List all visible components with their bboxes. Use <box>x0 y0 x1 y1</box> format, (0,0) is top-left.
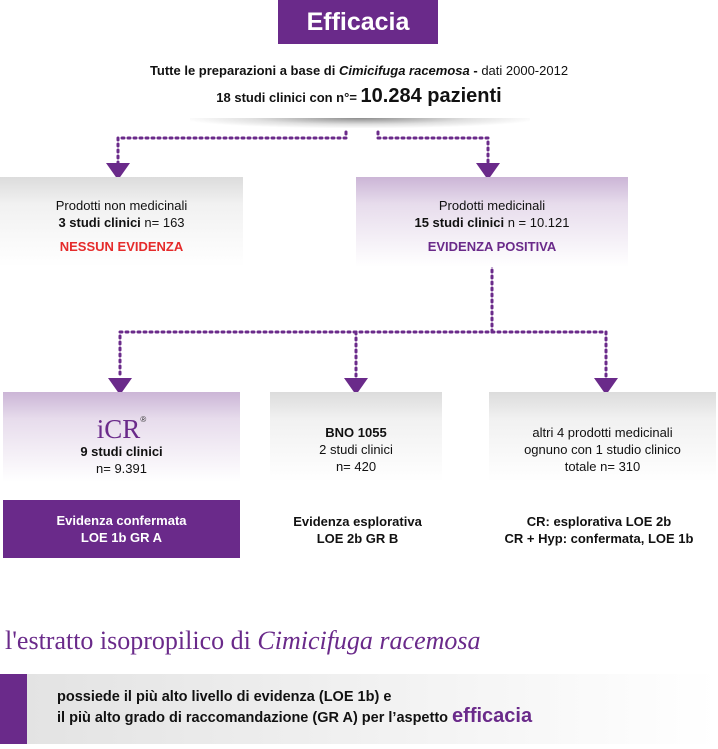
connector-to-altri <box>492 332 606 378</box>
icr-studies: 9 studi clinici <box>80 444 163 459</box>
altri-studies: ognuno con 1 studio clinico <box>524 442 681 457</box>
connector-to-medicinal <box>378 132 488 163</box>
icr-logo-text: iCR <box>96 414 141 444</box>
registered-mark: ® <box>140 415 147 424</box>
icr-result-line2: LOE 1b GR A <box>80 530 163 545</box>
altri-result-line1: CR: esplorativa LOE 2b <box>526 514 672 529</box>
non-medicinal-evidence: NESSUN EVIDENZA <box>59 239 184 254</box>
connector-to-icr <box>120 264 492 378</box>
altri-result-line2: CR + Hyp: confermata, LOE 1b <box>504 531 694 546</box>
non-medicinal-studies-line <box>0 214 243 231</box>
icr-result <box>3 500 240 558</box>
intro-dates: dati 2000-2012 <box>481 63 569 78</box>
conclusion-text <box>57 688 532 728</box>
intro-line1-prefix: Tutte le preparazioni a base di <box>149 63 339 78</box>
non-medicinal-box <box>0 177 243 267</box>
bno-title: BNO 1055 <box>325 425 387 440</box>
intro-species: Cimicifuga racemosa <box>338 63 470 78</box>
medicinal-box <box>356 177 628 267</box>
page-title: Efficacia <box>278 0 438 44</box>
conclusion-title-prefix: l'estratto isopropilico di <box>5 626 258 655</box>
icr-logo <box>3 406 240 443</box>
altri-n: totale n= 310 <box>564 459 641 474</box>
bno-result-line1: Evidenza esplorativa <box>293 514 422 529</box>
non-medicinal-title: Prodotti non medicinali <box>55 198 188 213</box>
bno-result <box>270 513 445 547</box>
medicinal-studies-line <box>356 214 628 231</box>
intro-patient-count: 10.284 pazienti <box>360 85 502 107</box>
non-medicinal-studies: 3 studi clinici <box>58 215 141 230</box>
altri-box <box>489 392 716 482</box>
intro-studies: 18 studi clinici con n°= <box>216 90 361 105</box>
conclusion-title <box>5 626 705 656</box>
medicinal-n: n = 10.121 <box>504 215 570 230</box>
conclusion-emphasis: efficacia <box>452 705 533 727</box>
non-medicinal-n: n= 163 <box>140 215 185 230</box>
bno-result-line2: LOE 2b GR B <box>316 531 399 546</box>
conclusion-line2-prefix: il più alto grado di raccomandazione (GR A) per l’aspetto <box>57 710 453 726</box>
altri-title: altri 4 prodotti medicinali <box>532 425 673 440</box>
bno-studies: 2 studi clinici <box>319 442 393 457</box>
conclusion-line2 <box>57 707 532 728</box>
conclusion-accent-bar <box>0 674 27 744</box>
icr-n: n= 9.391 <box>96 461 147 476</box>
medicinal-studies: 15 studi clinici <box>414 215 505 230</box>
connector-to-non-medicinal <box>118 132 346 163</box>
altri-result <box>480 513 718 547</box>
bno-box <box>270 392 442 482</box>
bno-n: n= 420 <box>335 459 377 474</box>
medicinal-evidence: EVIDENZA POSITIVA <box>427 239 557 254</box>
medicinal-title: Prodotti medicinali <box>438 198 546 213</box>
icr-box <box>3 392 240 482</box>
conclusion-species: Cimicifuga racemosa <box>257 626 481 655</box>
conclusion-line1: possiede il più alto livello di evidenza (LOE 1b) e <box>57 689 392 705</box>
icr-result-line1: Evidenza confermata <box>56 513 187 528</box>
intro-separator: - <box>469 63 482 78</box>
